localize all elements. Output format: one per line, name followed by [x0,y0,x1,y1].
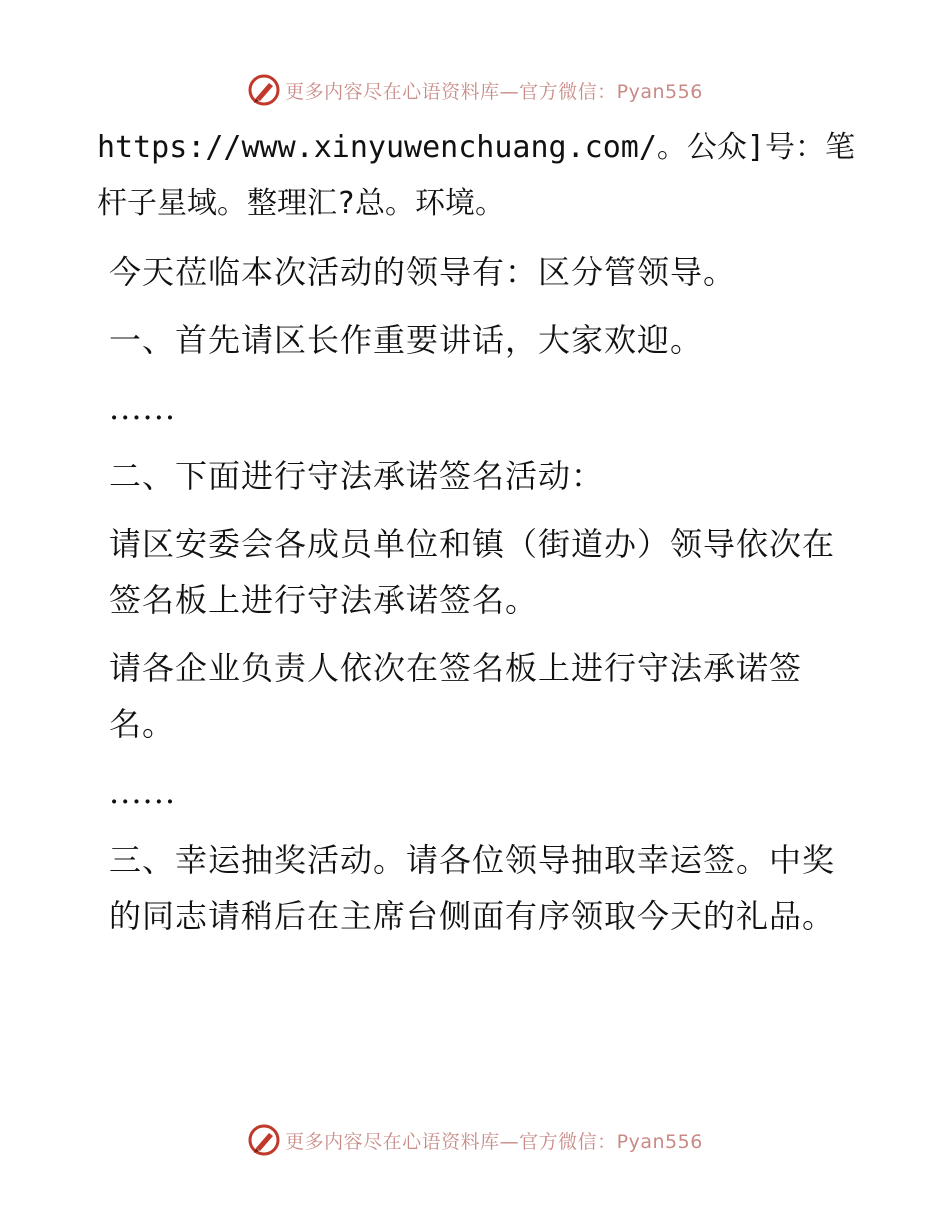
agenda-item-2: 二、下面进行守法承诺签名活动： [109,457,605,495]
agenda-item-3: 三、幸运抽奖活动。请各位领导抽取幸运签。中奖的同志请稍后在主席台侧面有序领取今天的礼品。 [109,841,836,935]
footer-banner [0,1120,950,1160]
header-banner-inner [247,73,703,107]
pen-logo-icon [247,73,281,107]
url-line: https://www.xinyuwenchuang.com/。公众]号：笔杆子星域。整理汇?总。环境。 [97,130,855,221]
header-banner-text: 更多内容尽在心语资料库—官方微信：Pyan556 [285,80,703,103]
agenda-item-2-detail-2: 请各企业负责人依次在签名板上进行守法承诺签名。 [109,649,803,743]
document-body [97,120,857,956]
footer-banner-inner [247,1123,703,1157]
agenda-item-1: 一、首先请区长作重要讲话，大家欢迎。 [109,321,704,359]
ellipsis-1: ...... [109,389,177,427]
header-banner [0,70,950,110]
footer-banner-text: 更多内容尽在心语资料库—官方微信：Pyan556 [285,1130,703,1153]
agenda-item-2-detail-1: 请区安委会各成员单位和镇（街道办）领导依次在签名板上进行守法承诺签名。 [109,525,836,619]
leaders-line: 今天莅临本次活动的领导有：区分管领导。 [109,253,737,291]
ellipsis-2: ...... [109,773,177,811]
pen-logo-icon [247,1123,281,1157]
